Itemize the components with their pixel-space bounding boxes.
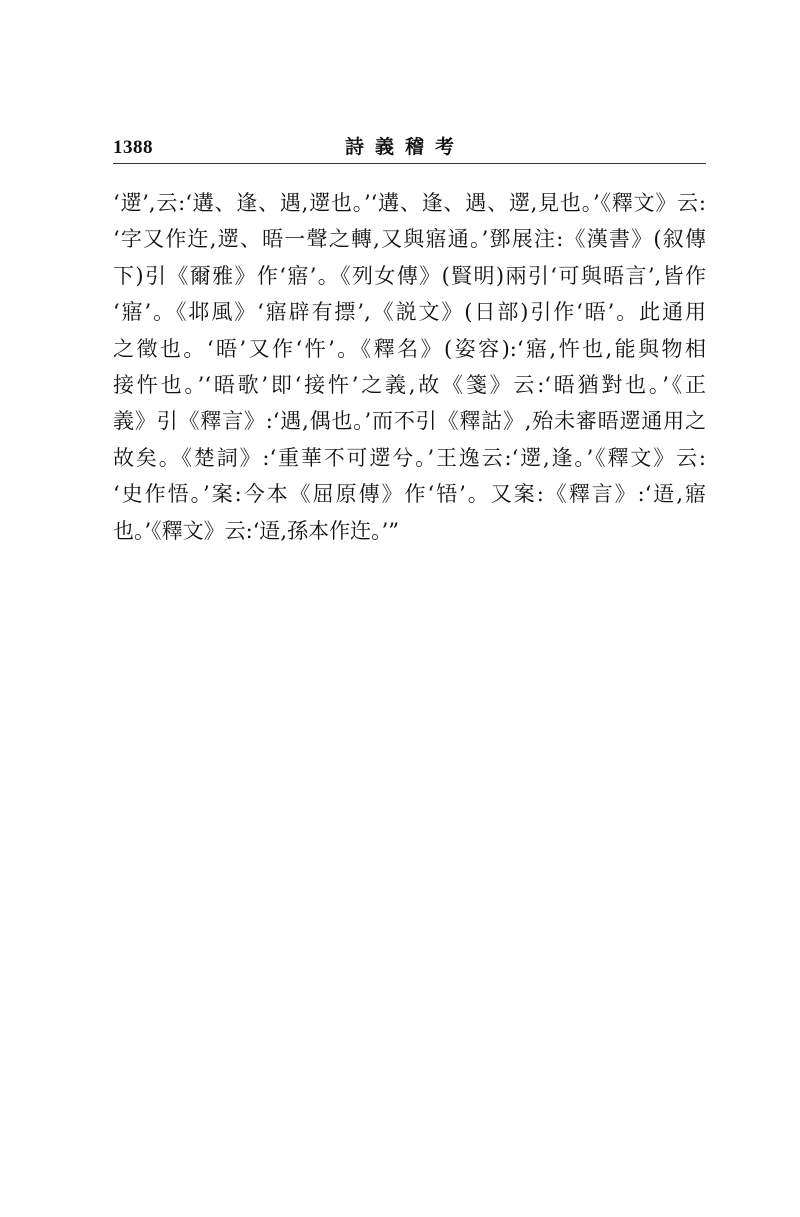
body-line: 義》引《釋言》:‘遇,偶也。’而不引《釋詁》,殆未審晤遻通用之 <box>113 409 706 434</box>
body-line: 接忤也。’‘晤歌’即‘接忤’之義,故《箋》云:‘晤猶對也。’《正 <box>113 372 706 397</box>
header-rule <box>113 163 706 164</box>
body-text <box>113 185 706 549</box>
body-line: 之徵也。‘晤’又作‘忤’。《釋名》(姿容):‘寤,忤也,能與物相 <box>113 336 706 361</box>
body-line: 故矣。《楚詞》:‘重華不可遻兮。’王逸云:‘遻,逢。’《釋文》云: <box>113 445 706 470</box>
body-line: 下)引《爾雅》作‘寤’。《列女傳》(賢明)兩引‘可與晤言’,皆作 <box>113 263 706 288</box>
body-line: ‘字又作迕,遻、晤一聲之轉,又與寤通。’鄧展注:《漢書》(叙傳 <box>113 227 706 252</box>
page-number: 1388 <box>113 137 153 158</box>
body-line: ‘史作悟。’案:今本《屈原傳》作‘啎’。又案:《釋言》:‘逜,寤 <box>113 482 706 507</box>
body-line: 也。’《釋文》云:‘逜,孫本作迕。’” <box>113 518 400 543</box>
running-title: 詩義稽考 <box>344 136 465 158</box>
body-line: ‘遻’,云:‘遘、逢、遇,遻也。’‘遘、逢、遇、遻,見也。’《釋文》云: <box>113 191 706 215</box>
body-line: ‘寤’。《邶風》‘寤辟有摽’,《説文》(日部)引作‘晤’。此通用 <box>113 300 706 325</box>
